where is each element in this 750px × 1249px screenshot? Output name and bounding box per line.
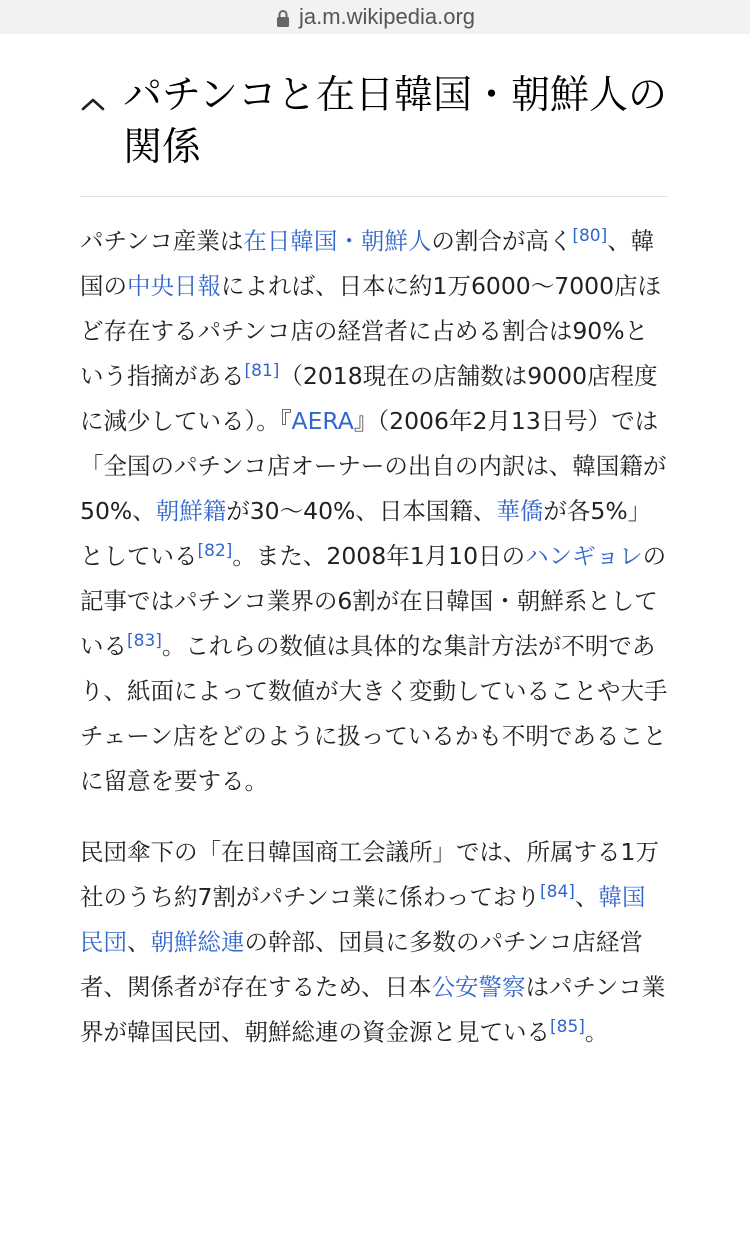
body-text: の記事ではパチンコ業界の6割が在日韓国・朝鮮系としている: [80, 542, 667, 660]
citation-ref[interactable]: [85]: [550, 1017, 585, 1037]
section-header[interactable]: [80, 34, 668, 197]
body-text: が各5%」としている: [80, 497, 652, 570]
citation-ref[interactable]: [82]: [197, 541, 233, 561]
chevron-up-icon[interactable]: [80, 96, 106, 112]
paragraph-1: [80, 219, 668, 804]
paragraph-2: [80, 830, 668, 1055]
body-text: によれば、日本に約1万6000〜7000店ほど存在するパチンコ店の経営者に占める割合は90%という指摘がある: [80, 272, 662, 390]
body-text: 民団傘下の「在日韓国商工会議所」では、所属する1万社のうち約7割がパチンコ業に係わっており: [80, 838, 659, 911]
body-text: （2018現在の店舗数は9000店程度に減少している）。『: [80, 362, 658, 435]
body-text: 』（2006年2月13日号）では「全国のパチンコ店オーナーの出自の内訳は、韓国籍が50%、: [80, 407, 667, 525]
body-text: 、: [574, 883, 599, 911]
wiki-link[interactable]: 公安警察: [431, 973, 526, 1001]
body-text: パチンコ産業は: [80, 227, 244, 255]
body-text: 。また、2008年1月10日の: [232, 542, 526, 570]
body-text: 、: [127, 928, 151, 956]
body-text: の割合が高く: [431, 227, 573, 255]
wiki-link[interactable]: 朝鮮籍: [155, 497, 227, 525]
citation-ref[interactable]: [83]: [127, 631, 162, 651]
body-text: 、韓国の: [80, 227, 655, 300]
wiki-link[interactable]: ハンギョレ: [525, 542, 643, 570]
section-title: パチンコと在日韓国・朝鮮人の関係: [123, 73, 668, 170]
body-text: 。: [584, 1018, 609, 1046]
address-bar[interactable]: [0, 0, 750, 34]
wiki-link[interactable]: 韓国民団: [80, 883, 646, 956]
body-text: はパチンコ業界が韓国民団、朝鮮総連の資金源と見ている: [80, 973, 666, 1046]
article-content: [0, 34, 750, 1055]
wiki-link[interactable]: 華僑: [496, 497, 544, 525]
body-text: 。これらの数値は具体的な集計方法が不明であり、紙面によって数値が大きく変動していることや大手チェーン店をどのように扱っているかも不明であることに留意を要する。: [80, 632, 668, 795]
citation-ref[interactable]: [81]: [244, 361, 280, 381]
wiki-link[interactable]: AERA: [291, 407, 354, 435]
citation-ref[interactable]: [80]: [572, 226, 608, 246]
wiki-link[interactable]: 在日韓国・朝鮮人: [243, 227, 432, 255]
wiki-link[interactable]: 中央日報: [127, 272, 221, 300]
wiki-link[interactable]: 朝鮮総連: [150, 928, 245, 956]
citation-ref[interactable]: [84]: [540, 882, 575, 902]
lock-icon: [275, 9, 291, 27]
body-text: が30〜40%、日本国籍、: [226, 497, 497, 525]
url-text: ja.m.wikipedia.org: [298, 4, 476, 29]
body-text: の幹部、団員に多数のパチンコ店経営者、関係者が存在するため、日本: [80, 928, 643, 1001]
